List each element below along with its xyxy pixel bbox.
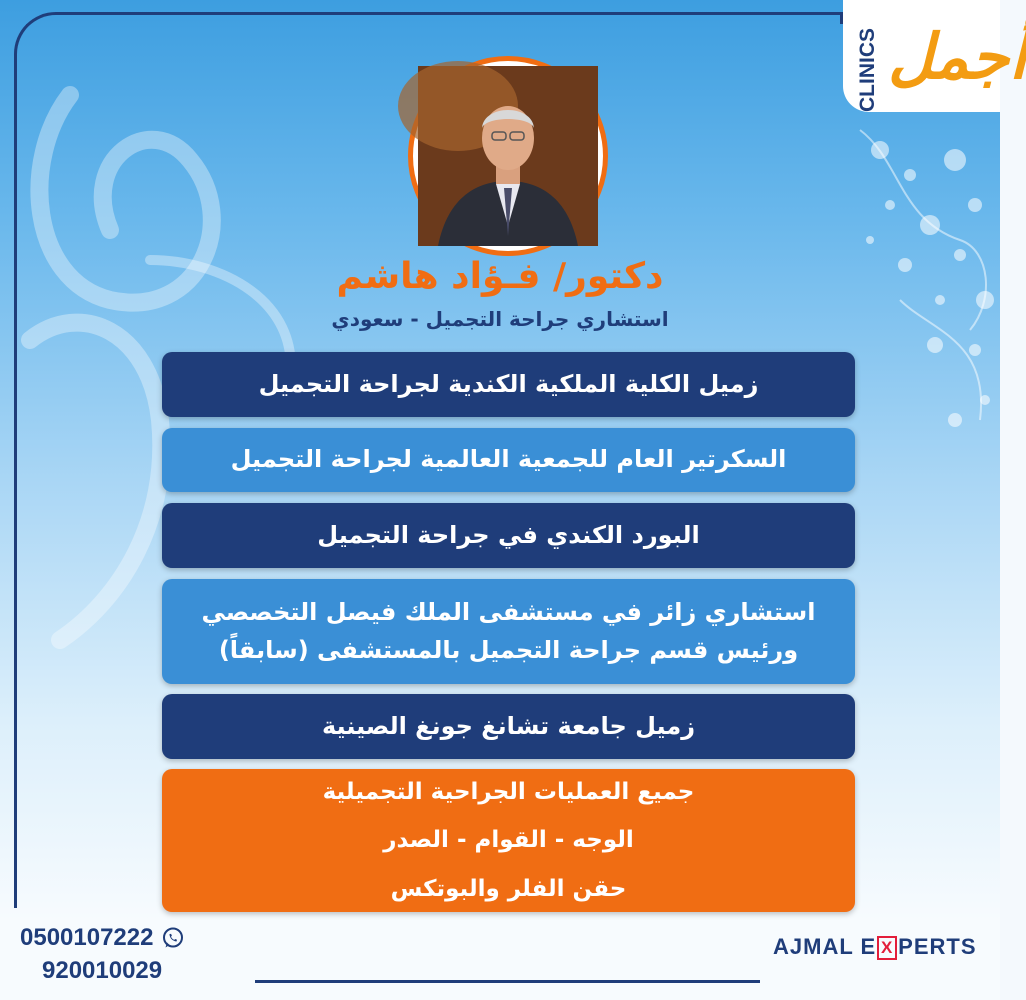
doctor-name: دكتور/ فـؤاد هاشم bbox=[336, 256, 664, 297]
whatsapp-phone[interactable] bbox=[20, 922, 230, 954]
credential-card bbox=[162, 428, 855, 492]
credential-text: ورئيس قسم جراحة التجميل بالمستشفى (سابقاً) bbox=[218, 635, 799, 664]
credential-text: السكرتير العام للجمعية العالمية لجراحة التجميل bbox=[230, 445, 787, 474]
unified-phone[interactable]: 920010029 bbox=[42, 957, 163, 984]
credential-text: البورد الكندي في جراحة التجميل bbox=[317, 520, 700, 549]
ajmal-experts-logo: AJMAL E X PERTS bbox=[773, 934, 977, 959]
credential-card bbox=[162, 694, 855, 759]
credential-text: زميل الكلية الملكية الكندية لجراحة التجميل bbox=[258, 369, 759, 398]
doctor-title: استشاري جراحة التجميل - سعودي bbox=[331, 307, 669, 331]
credential-card bbox=[162, 579, 855, 684]
phone-number: 0500107222 bbox=[20, 924, 154, 951]
credential-text: زميل جامعة تشانغ جونغ الصينية bbox=[321, 711, 696, 740]
credential-card bbox=[162, 352, 855, 417]
services-text: الوجه - القوام - الصدر bbox=[383, 827, 634, 854]
contact-block bbox=[20, 922, 230, 988]
doctor-portrait-icon bbox=[418, 66, 598, 246]
frame-bottom-line bbox=[255, 980, 760, 983]
credential-text: استشاري زائر في مستشفى الملك فيصل التخصصي bbox=[201, 598, 816, 627]
services-text: جميع العمليات الجراحية التجميلية bbox=[322, 779, 695, 806]
whatsapp-icon bbox=[161, 926, 185, 950]
brand-x-box: X bbox=[877, 936, 897, 960]
logo-clinics-text: CLINICS bbox=[856, 28, 879, 112]
services-card bbox=[162, 769, 855, 912]
services-text: حقن الفلر والبوتكس bbox=[390, 875, 627, 902]
ajmal-logo: أجمل bbox=[888, 20, 1026, 93]
doctor-photo bbox=[408, 56, 608, 256]
credential-card bbox=[162, 503, 855, 568]
